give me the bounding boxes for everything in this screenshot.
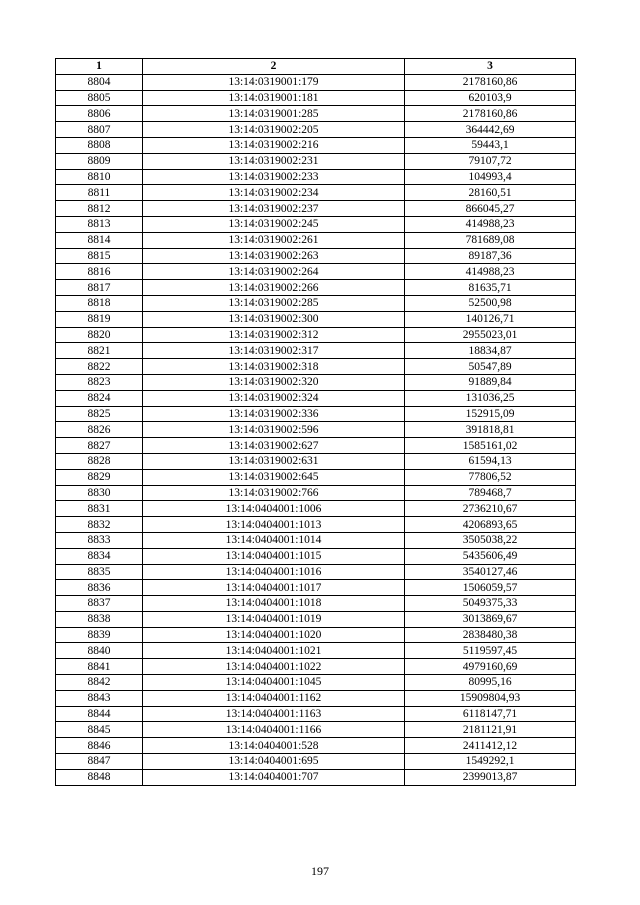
table-row: [56, 580, 576, 596]
table-row: [56, 137, 576, 153]
value-cell: 2736210,67: [405, 501, 576, 517]
value-cell: 2178160,86: [405, 74, 576, 90]
row-number-cell: 8810: [56, 169, 143, 185]
table-row: [56, 122, 576, 138]
row-number-cell: 8817: [56, 280, 143, 296]
row-number-cell: 8813: [56, 216, 143, 232]
value-cell: 1506059,57: [405, 580, 576, 596]
cadastral-number-cell: 13:14:0404001:1162: [143, 690, 405, 706]
row-number-cell: 8818: [56, 295, 143, 311]
table-row: [56, 611, 576, 627]
value-cell: 152915,09: [405, 406, 576, 422]
table-row: [56, 264, 576, 280]
value-cell: 131036,25: [405, 390, 576, 406]
cadastral-number-cell: 13:14:0319002:766: [143, 485, 405, 501]
cadastral-number-cell: 13:14:0404001:1163: [143, 706, 405, 722]
row-number-cell: 8836: [56, 580, 143, 596]
value-cell: 81635,71: [405, 280, 576, 296]
document-table-container: [55, 58, 575, 786]
table-row: [56, 422, 576, 438]
cadastral-number-cell: 13:14:0404001:1015: [143, 548, 405, 564]
value-cell: 91889,84: [405, 374, 576, 390]
table-body: [56, 74, 576, 785]
cadastral-number-cell: 13:14:0404001:1045: [143, 675, 405, 691]
value-cell: 104993,4: [405, 169, 576, 185]
cadastral-number-cell: 13:14:0404001:1020: [143, 627, 405, 643]
row-number-cell: 8841: [56, 659, 143, 675]
value-cell: 2411412,12: [405, 738, 576, 754]
value-cell: 140126,71: [405, 311, 576, 327]
cadastral-number-cell: 13:14:0319002:627: [143, 438, 405, 454]
page-number: 197: [311, 864, 329, 878]
value-cell: 2178160,86: [405, 106, 576, 122]
row-number-cell: 8811: [56, 185, 143, 201]
row-number-cell: 8823: [56, 374, 143, 390]
table-row: [56, 327, 576, 343]
value-cell: 5119597,45: [405, 643, 576, 659]
cadastral-number-cell: 13:14:0404001:695: [143, 754, 405, 770]
value-cell: 18834,87: [405, 343, 576, 359]
cadastral-number-cell: 13:14:0404001:1013: [143, 517, 405, 533]
table-row: [56, 722, 576, 738]
cadastral-number-cell: 13:14:0319002:264: [143, 264, 405, 280]
table-row: [56, 485, 576, 501]
row-number-cell: 8804: [56, 74, 143, 90]
row-number-cell: 8845: [56, 722, 143, 738]
table-row: [56, 74, 576, 90]
row-number-cell: 8833: [56, 532, 143, 548]
column-header-1: 1: [56, 59, 143, 75]
table-row: [56, 453, 576, 469]
table-row: [56, 438, 576, 454]
value-cell: 3505038,22: [405, 532, 576, 548]
value-cell: 2955023,01: [405, 327, 576, 343]
table-row: [56, 532, 576, 548]
table-row: [56, 643, 576, 659]
table-row: [56, 248, 576, 264]
cadastral-number-cell: 13:14:0319002:285: [143, 295, 405, 311]
table-row: [56, 754, 576, 770]
table-row: [56, 706, 576, 722]
value-cell: 5435606,49: [405, 548, 576, 564]
value-cell: 61594,13: [405, 453, 576, 469]
row-number-cell: 8828: [56, 453, 143, 469]
value-cell: 789468,7: [405, 485, 576, 501]
row-number-cell: 8829: [56, 469, 143, 485]
row-number-cell: 8821: [56, 343, 143, 359]
cadastral-number-cell: 13:14:0319002:234: [143, 185, 405, 201]
table-row: [56, 201, 576, 217]
cadastral-number-cell: 13:14:0319002:205: [143, 122, 405, 138]
cadastral-number-cell: 13:14:0319002:266: [143, 280, 405, 296]
row-number-cell: 8808: [56, 137, 143, 153]
row-number-cell: 8839: [56, 627, 143, 643]
cadastral-number-cell: 13:14:0404001:1016: [143, 564, 405, 580]
cadastral-number-cell: 13:14:0319001:285: [143, 106, 405, 122]
table-row: [56, 548, 576, 564]
cadastral-number-cell: 13:14:0319002:318: [143, 359, 405, 375]
cadastral-number-cell: 13:14:0319001:179: [143, 74, 405, 90]
cadastral-number-cell: 13:14:0404001:1019: [143, 611, 405, 627]
row-number-cell: 8826: [56, 422, 143, 438]
value-cell: 2399013,87: [405, 769, 576, 785]
row-number-cell: 8805: [56, 90, 143, 106]
value-cell: 866045,27: [405, 201, 576, 217]
column-header-3: 3: [405, 59, 576, 75]
cadastral-number-cell: 13:14:0319002:317: [143, 343, 405, 359]
value-cell: 4979160,69: [405, 659, 576, 675]
cadastral-number-cell: 13:14:0404001:1014: [143, 532, 405, 548]
value-cell: 2181121,91: [405, 722, 576, 738]
cadastral-number-cell: 13:14:0319002:216: [143, 137, 405, 153]
row-number-cell: 8834: [56, 548, 143, 564]
value-cell: 52500,98: [405, 295, 576, 311]
table-row: [56, 90, 576, 106]
cadastral-number-cell: 13:14:0319002:263: [143, 248, 405, 264]
value-cell: 781689,08: [405, 232, 576, 248]
cadastral-number-cell: 13:14:0319002:237: [143, 201, 405, 217]
value-cell: 79107,72: [405, 153, 576, 169]
row-number-cell: 8807: [56, 122, 143, 138]
row-number-cell: 8825: [56, 406, 143, 422]
cadastral-number-cell: 13:14:0319002:336: [143, 406, 405, 422]
cadastral-number-cell: 13:14:0404001:1022: [143, 659, 405, 675]
row-number-cell: 8812: [56, 201, 143, 217]
table-row: [56, 690, 576, 706]
table-row: [56, 627, 576, 643]
value-cell: 1585161,02: [405, 438, 576, 454]
table-row: [56, 343, 576, 359]
row-number-cell: 8819: [56, 311, 143, 327]
table-row: [56, 359, 576, 375]
value-cell: 391818,81: [405, 422, 576, 438]
row-number-cell: 8835: [56, 564, 143, 580]
cadastral-number-cell: 13:14:0319002:245: [143, 216, 405, 232]
table-row: [56, 374, 576, 390]
value-cell: 6118147,71: [405, 706, 576, 722]
cadastral-number-cell: 13:14:0404001:707: [143, 769, 405, 785]
value-cell: 5049375,33: [405, 596, 576, 612]
row-number-cell: 8815: [56, 248, 143, 264]
table-row: [56, 517, 576, 533]
value-cell: 3540127,46: [405, 564, 576, 580]
table-row: [56, 216, 576, 232]
value-cell: 620103,9: [405, 90, 576, 106]
value-cell: 3013869,67: [405, 611, 576, 627]
value-cell: 59443,1: [405, 137, 576, 153]
value-cell: 15909804,93: [405, 690, 576, 706]
row-number-cell: 8840: [56, 643, 143, 659]
table-row: [56, 659, 576, 675]
table-row: [56, 232, 576, 248]
row-number-cell: 8822: [56, 359, 143, 375]
row-number-cell: 8827: [56, 438, 143, 454]
value-cell: 80995,16: [405, 675, 576, 691]
table-row: [56, 153, 576, 169]
table-row: [56, 769, 576, 785]
row-number-cell: 8844: [56, 706, 143, 722]
cadastral-value-table: [55, 58, 576, 786]
value-cell: 414988,23: [405, 264, 576, 280]
value-cell: 2838480,38: [405, 627, 576, 643]
table-row: [56, 738, 576, 754]
table-row: [56, 311, 576, 327]
row-number-cell: 8838: [56, 611, 143, 627]
table-row: [56, 564, 576, 580]
cadastral-number-cell: 13:14:0404001:1166: [143, 722, 405, 738]
table-row: [56, 501, 576, 517]
cadastral-number-cell: 13:14:0404001:1017: [143, 580, 405, 596]
table-row: [56, 295, 576, 311]
row-number-cell: 8831: [56, 501, 143, 517]
row-number-cell: 8809: [56, 153, 143, 169]
cadastral-number-cell: 13:14:0319002:320: [143, 374, 405, 390]
table-row: [56, 390, 576, 406]
value-cell: 1549292,1: [405, 754, 576, 770]
cadastral-number-cell: 13:14:0319002:233: [143, 169, 405, 185]
cadastral-number-cell: 13:14:0404001:1021: [143, 643, 405, 659]
table-row: [56, 406, 576, 422]
row-number-cell: 8832: [56, 517, 143, 533]
table-row: [56, 169, 576, 185]
row-number-cell: 8842: [56, 675, 143, 691]
cadastral-number-cell: 13:14:0404001:1006: [143, 501, 405, 517]
cadastral-number-cell: 13:14:0319002:231: [143, 153, 405, 169]
table-row: [56, 280, 576, 296]
cadastral-number-cell: 13:14:0319002:631: [143, 453, 405, 469]
cadastral-number-cell: 13:14:0319002:312: [143, 327, 405, 343]
value-cell: 4206893,65: [405, 517, 576, 533]
column-header-2: 2: [143, 59, 405, 75]
value-cell: 89187,36: [405, 248, 576, 264]
row-number-cell: 8816: [56, 264, 143, 280]
table-row: [56, 469, 576, 485]
row-number-cell: 8847: [56, 754, 143, 770]
cadastral-number-cell: 13:14:0319001:181: [143, 90, 405, 106]
row-number-cell: 8843: [56, 690, 143, 706]
row-number-cell: 8824: [56, 390, 143, 406]
value-cell: 50547,89: [405, 359, 576, 375]
row-number-cell: 8830: [56, 485, 143, 501]
row-number-cell: 8814: [56, 232, 143, 248]
table-row: [56, 106, 576, 122]
row-number-cell: 8820: [56, 327, 143, 343]
cadastral-number-cell: 13:14:0319002:596: [143, 422, 405, 438]
row-number-cell: 8806: [56, 106, 143, 122]
table-row: [56, 185, 576, 201]
cadastral-number-cell: 13:14:0404001:528: [143, 738, 405, 754]
cadastral-number-cell: 13:14:0404001:1018: [143, 596, 405, 612]
cadastral-number-cell: 13:14:0319002:645: [143, 469, 405, 485]
value-cell: 414988,23: [405, 216, 576, 232]
value-cell: 28160,51: [405, 185, 576, 201]
row-number-cell: 8837: [56, 596, 143, 612]
value-cell: 364442,69: [405, 122, 576, 138]
value-cell: 77806,52: [405, 469, 576, 485]
table-header-row: [56, 59, 576, 75]
cadastral-number-cell: 13:14:0319002:324: [143, 390, 405, 406]
cadastral-number-cell: 13:14:0319002:300: [143, 311, 405, 327]
cadastral-number-cell: 13:14:0319002:261: [143, 232, 405, 248]
row-number-cell: 8848: [56, 769, 143, 785]
table-row: [56, 596, 576, 612]
table-row: [56, 675, 576, 691]
row-number-cell: 8846: [56, 738, 143, 754]
